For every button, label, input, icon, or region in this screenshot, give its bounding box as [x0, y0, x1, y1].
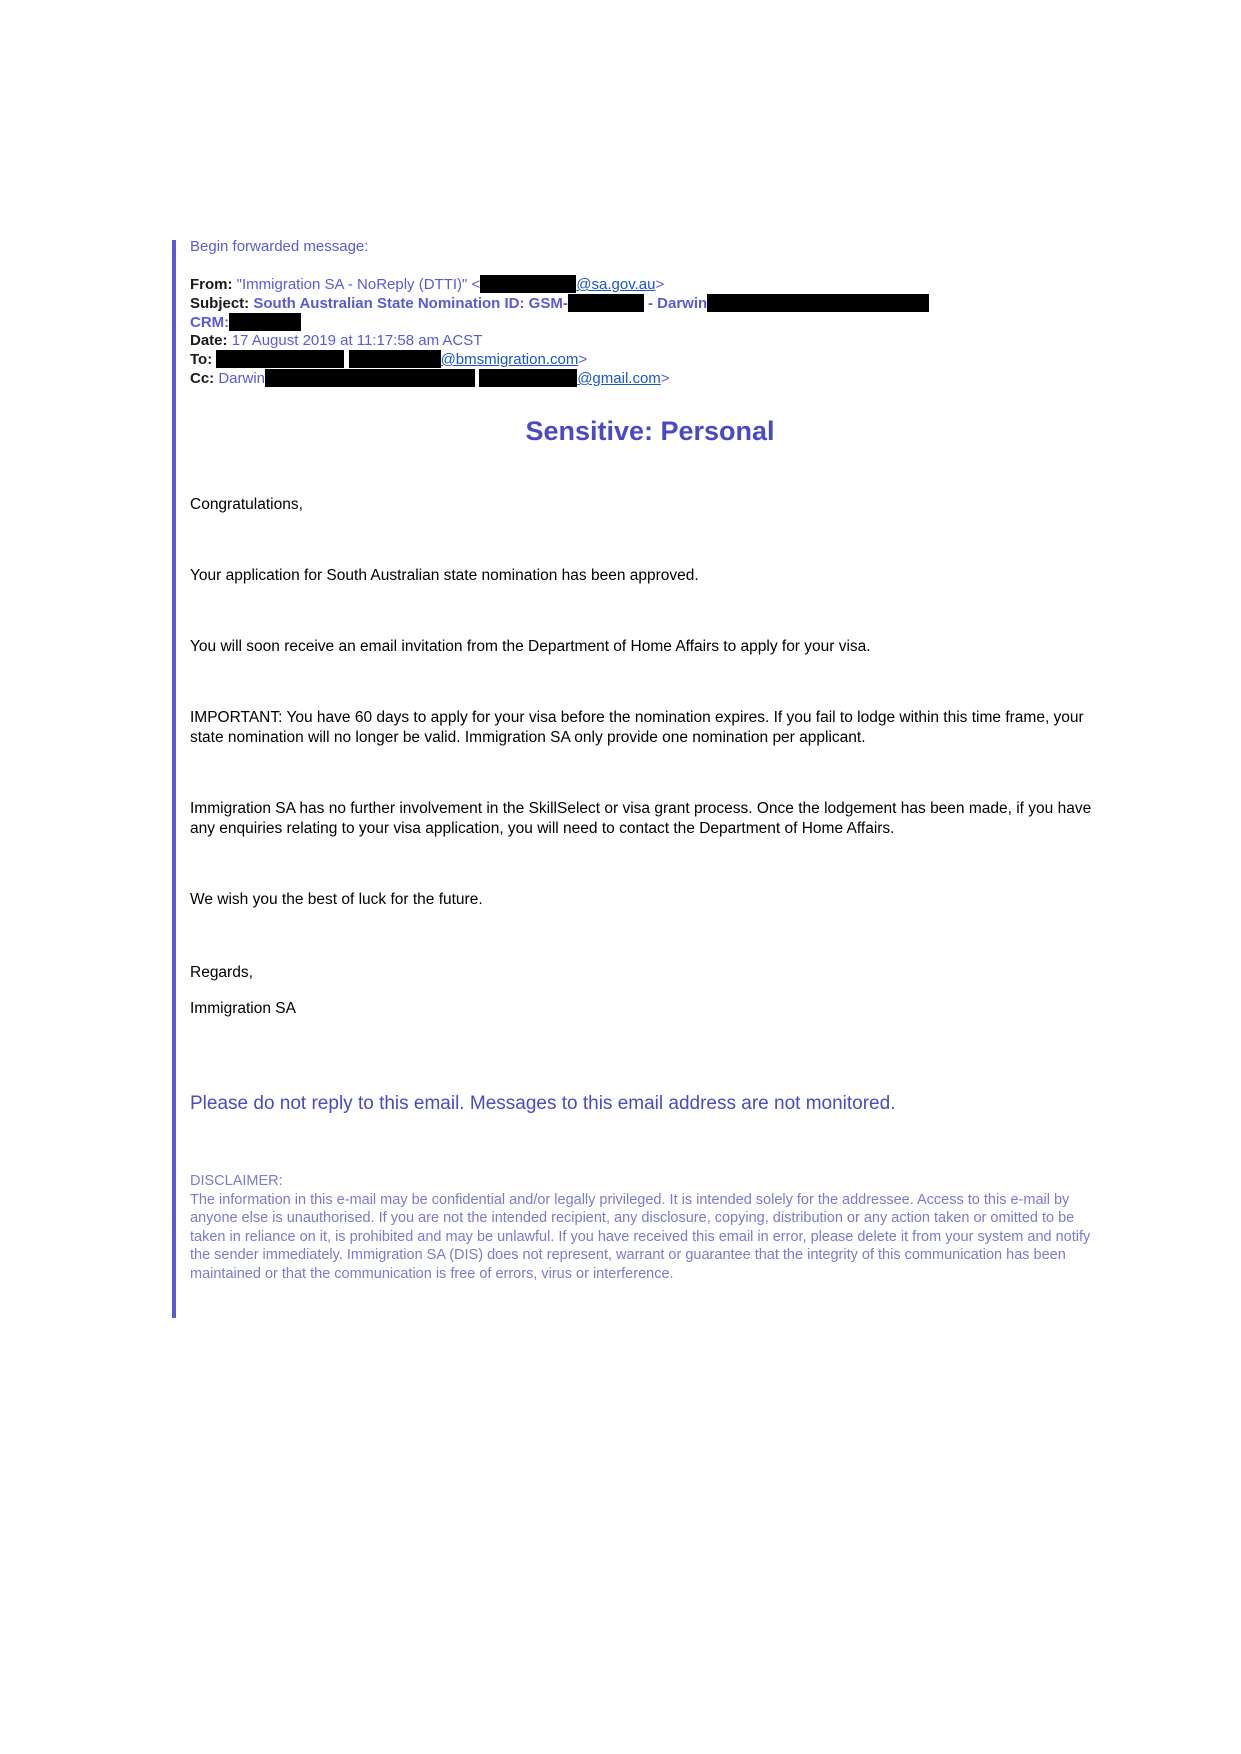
- disclaimer-text: The information in this e-mail may be confidential and/or legally privileged. It is intended solely for the addressee. Access to this e-mail by anyone else is unauthorised. If you are not the intended recipient, any disclosure, copying, distribution or any action taken or omitted to be taken in reliance on it, is prohibited and may be unlawful. If you have received this email in error, please delete it from your system and notify the sender immediately. Immigration SA (DIS) does not represent, warrant or guarantee that the integrity of this communication has been maintained or that the communication is free of errors, virus or interference.: [190, 1191, 1091, 1282]
- header-to: [190, 350, 1110, 369]
- subject-text: South Australian State Nomination ID: GSM-: [253, 295, 568, 312]
- paragraph-wishes: We wish you the best of luck for the future.: [190, 891, 483, 908]
- paragraph-involvement: Immigration SA has no further involvement in the SkillSelect or visa grant process. Once the lodgement has been made, if you have any enquiries relating to your visa application, you will need to contact the Department of Home Affairs.: [190, 800, 1092, 837]
- date-label: Date:: [190, 332, 228, 349]
- cc-email-link[interactable]: @gmail.com: [577, 370, 661, 387]
- noreply-notice: Please do not reply to this email. Messages to this email address are not monitored.: [190, 1093, 896, 1114]
- paragraph-invitation: You will soon receive an email invitation from the Department of Home Affairs to apply for your visa.: [190, 638, 871, 655]
- from-label: From:: [190, 276, 233, 293]
- forwarded-message: [190, 238, 1110, 1283]
- header-subject: [190, 294, 1110, 313]
- to-label: To:: [190, 351, 213, 368]
- header-from: [190, 275, 1110, 294]
- to-email-link[interactable]: @bmsmigration.com: [440, 351, 579, 368]
- header-crm: [190, 313, 1110, 332]
- cc-close: >: [660, 370, 670, 387]
- cc-name: Darwin: [218, 370, 266, 387]
- header-date: [190, 332, 1110, 350]
- redaction-block: [229, 313, 301, 331]
- redaction-block: [479, 369, 577, 387]
- paragraph-important: IMPORTANT: You have 60 days to apply for your visa before the nomination expires. If you fail to lodge within this time frame, your state nomination will no longer be valid. Immigration SA only provide one nomination per applicant.: [190, 709, 1084, 746]
- subject-label: Subject:: [190, 295, 250, 312]
- paragraph-approved: Your application for South Australian state nomination has been approved.: [190, 567, 699, 584]
- redaction-block: [216, 350, 344, 368]
- from-name: "Immigration SA - NoReply (DTTI)" <: [236, 276, 481, 293]
- from-email-link[interactable]: @sa.gov.au: [576, 276, 656, 293]
- redaction-block: [568, 294, 644, 312]
- quote-bar: [172, 240, 176, 1318]
- crm-label: CRM:: [190, 314, 230, 331]
- from-close: >: [655, 276, 665, 293]
- redaction-block: [265, 369, 475, 387]
- to-close: >: [578, 351, 588, 368]
- forward-label: Begin forwarded message:: [190, 238, 369, 255]
- sensitivity-title: Sensitive: Personal: [525, 416, 775, 446]
- signature: Immigration SA: [190, 1000, 296, 1017]
- header-cc: [190, 369, 1110, 388]
- date-value: 17 August 2019 at 11:17:58 am ACST: [231, 332, 483, 349]
- cc-label: Cc:: [190, 370, 215, 387]
- greeting: Congratulations,: [190, 496, 303, 513]
- regards: Regards,: [190, 964, 253, 981]
- redaction-block: [349, 350, 441, 368]
- disclaimer-label: DISCLAIMER:: [190, 1173, 283, 1189]
- subject-mid: - Darwin: [643, 295, 708, 312]
- redaction-block: [707, 294, 929, 312]
- redaction-block: [480, 275, 576, 293]
